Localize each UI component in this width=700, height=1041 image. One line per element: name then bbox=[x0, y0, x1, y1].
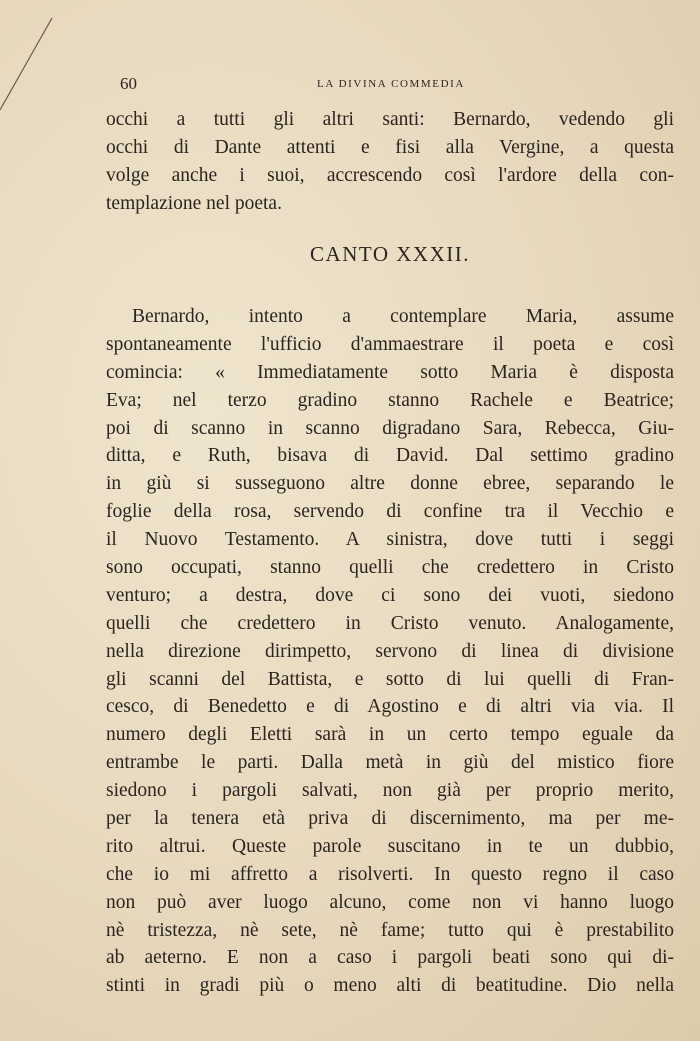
text-line: comincia: « Immediatamente sotto Maria è disposta bbox=[106, 361, 674, 383]
text-line: poi di scanno in scanno digradano Sara, Rebecca, Giu- bbox=[106, 417, 674, 439]
text-line: ab aeterno. E non a caso i pargoli beati sono qui di- bbox=[106, 947, 674, 969]
text-line: foglie della rosa, servendo di confine tra il Vecchio e bbox=[106, 501, 674, 523]
text-line: il Nuovo Testamento. A sinistra, dove tutti i seggi bbox=[106, 529, 674, 551]
text-line: siedono i pargoli salvati, non già per proprio merito, bbox=[106, 780, 674, 802]
text-line: templazione nel poeta. bbox=[106, 192, 282, 214]
running-title: LA DIVINA COMMEDIA bbox=[317, 78, 465, 90]
text-line: che io mi affretto a risolverti. In questo regno il caso bbox=[106, 863, 674, 885]
text-line: cesco, di Benedetto e di Agostino e di altri via via. Il bbox=[106, 696, 674, 718]
text-line: occhi di Dante attenti e fisi alla Vergine, a questa bbox=[106, 136, 674, 158]
text-line: in giù si susseguono altre donne ebree, separando le bbox=[106, 473, 674, 495]
page-number: 60 bbox=[120, 74, 137, 93]
text-line: quelli che credettero in Cristo venuto. Analogamente, bbox=[106, 612, 674, 634]
text-line: entrambe le parti. Dalla metà in giù del mistico fiore bbox=[106, 752, 674, 774]
text-line: gli scanni del Battista, e sotto di lui quelli di Fran- bbox=[106, 668, 674, 690]
text-line: rito altrui. Queste parole suscitano in te un dubbio, bbox=[106, 835, 674, 857]
running-header bbox=[106, 74, 676, 96]
text-line: Eva; nel terzo gradino stanno Rachele e Beatrice; bbox=[106, 389, 674, 411]
text-line: stinti in gradi più o meno alti di beatitudine. Dio nella bbox=[106, 975, 674, 997]
text-line: venturo; a destra, dove ci sono dei vuoti, siedono bbox=[106, 584, 674, 606]
text-line: ditta, e Ruth, bisava di David. Dal settimo gradino bbox=[106, 445, 674, 467]
text-line: spontaneamente l'ufficio d'ammaestrare il poeta e così bbox=[106, 333, 674, 355]
text-line: numero degli Eletti sarà in un certo tempo eguale da bbox=[106, 724, 674, 746]
canto-heading: CANTO XXXII. bbox=[310, 242, 470, 266]
text-line: sono occupati, stanno quelli che credettero in Cristo bbox=[106, 557, 674, 579]
intro-paragraph bbox=[106, 106, 674, 218]
text-line: nè tristezza, nè sete, nè fame; tutto qui è prestabilito bbox=[106, 919, 674, 941]
canto-summary-paragraph bbox=[106, 303, 674, 1000]
text-line: occhi a tutti gli altri santi: Bernardo, vedendo gli bbox=[106, 109, 674, 130]
text-line: non può aver luogo alcuno, come non vi hanno luogo bbox=[106, 891, 674, 913]
text-line: per la tenera età priva di discernimento, ma per me- bbox=[106, 808, 674, 830]
text-line: nella direzione dirimpetto, servono di linea di divisione bbox=[106, 640, 674, 662]
text-line: volge anche i suoi, accrescendo così l'ardore della con- bbox=[106, 164, 674, 186]
page-corner-crease bbox=[0, 0, 60, 120]
text-line: Bernardo, intento a contemplare Maria, assume bbox=[132, 306, 674, 327]
